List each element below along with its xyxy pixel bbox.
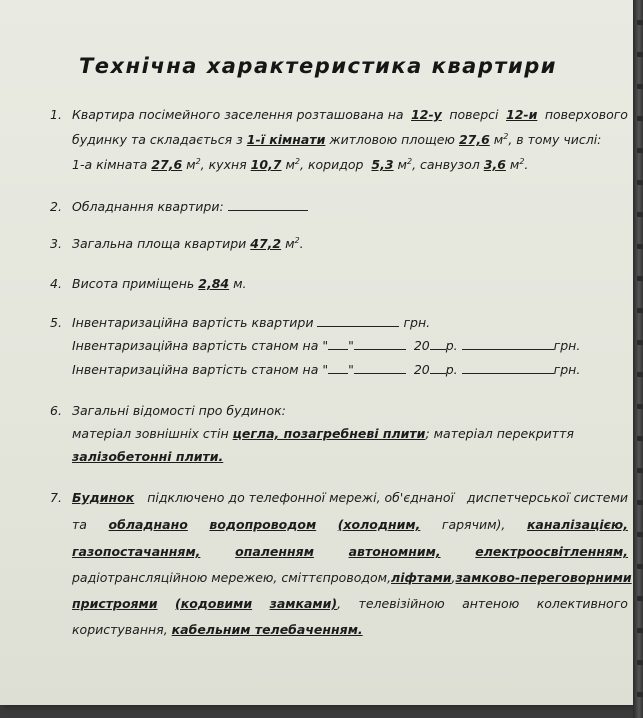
binding-hole bbox=[637, 244, 643, 249]
text: , bbox=[337, 596, 342, 611]
text: Обладнання квартири: bbox=[72, 199, 224, 214]
value-blank[interactable] bbox=[462, 362, 554, 374]
year-suffix: р. bbox=[445, 362, 458, 377]
text: підключено до телефонної мережі, об'єднаної bbox=[147, 490, 454, 505]
binding-hole bbox=[637, 180, 643, 185]
unit: м bbox=[493, 132, 504, 148]
item-number: 6. bbox=[50, 403, 62, 418]
sewerage-value: каналізацією, bbox=[526, 517, 628, 532]
binding-hole bbox=[637, 20, 643, 25]
unit: м. bbox=[233, 276, 247, 291]
year-suffix: р. bbox=[445, 338, 458, 353]
total-area-value: 47,2 bbox=[250, 236, 282, 252]
unit: м bbox=[186, 157, 196, 173]
currency: грн. bbox=[553, 362, 581, 377]
corridor-area-value: 5,3 bbox=[371, 157, 394, 173]
binding-hole bbox=[637, 692, 643, 697]
day-blank[interactable] bbox=[328, 338, 348, 350]
binding-hole bbox=[637, 52, 643, 57]
year-prefix: 20 bbox=[413, 338, 430, 353]
equipped-value: обладнано bbox=[108, 517, 188, 532]
text: Квартира посімейного заселення розташована на bbox=[72, 107, 404, 122]
item-number: 1. bbox=[50, 107, 62, 122]
binding-hole bbox=[637, 436, 643, 441]
binding-hole bbox=[637, 116, 643, 121]
binding-hole bbox=[637, 308, 643, 313]
currency: грн. bbox=[403, 315, 431, 330]
unit-sup: 2 bbox=[519, 157, 525, 166]
unit: м bbox=[397, 157, 407, 173]
rooms-value: 1-ї кімнати bbox=[246, 132, 326, 148]
binding-hole bbox=[637, 84, 643, 89]
equipment-blank[interactable] bbox=[228, 199, 308, 211]
quote: " bbox=[322, 338, 329, 353]
item-7-line-3 bbox=[72, 544, 628, 559]
bath-area-value: 3,6 bbox=[483, 157, 506, 173]
text: , в тому числі: bbox=[508, 132, 602, 148]
text: Загальна площа квартири bbox=[72, 236, 247, 252]
text: антеною bbox=[462, 596, 520, 611]
item-7-line-1 bbox=[50, 490, 628, 505]
unit-sup: 2 bbox=[406, 157, 413, 166]
text: Інвентаризаційна вартість станом на bbox=[72, 362, 319, 377]
item-5-line-3 bbox=[72, 362, 580, 377]
text: Інвентаризаційна вартість квартири bbox=[72, 315, 314, 330]
living-area-value: 27,6 bbox=[458, 132, 490, 148]
item-number: 2. bbox=[50, 199, 62, 214]
binding-hole bbox=[637, 468, 643, 473]
item-2 bbox=[50, 199, 308, 214]
binding-strip bbox=[633, 0, 643, 718]
item-1-line-3: 1-а кімната 27,6 $м^2$, кухня 10,7 $м^2$, коридор 5,3 $м^2$, санвузол 3,6 $м^2$. bbox=[72, 157, 529, 173]
item-7-line-5 bbox=[72, 596, 628, 611]
text: Висота приміщень bbox=[72, 276, 195, 291]
unit: м bbox=[509, 157, 520, 173]
ceiling-material-value: залізобетонні плити. bbox=[72, 449, 224, 464]
water-supply-value: водопроводом bbox=[209, 517, 317, 532]
binding-hole bbox=[637, 404, 643, 409]
text: поверсі bbox=[449, 107, 499, 122]
unit-sup: 2 bbox=[195, 157, 201, 166]
kitchen-area-value: 10,7 bbox=[250, 157, 282, 173]
text: Інвентаризаційна вартість станом на bbox=[72, 338, 319, 353]
inventory-value-blank[interactable] bbox=[317, 315, 399, 327]
text: та bbox=[72, 517, 87, 532]
code-value: (кодовими bbox=[175, 596, 253, 611]
text: телевізійною bbox=[358, 596, 445, 611]
unit-sup: 2 bbox=[294, 236, 300, 245]
quote: " bbox=[322, 362, 329, 377]
binding-hole bbox=[637, 148, 643, 153]
item-number: 4. bbox=[50, 276, 62, 291]
currency: грн. bbox=[553, 338, 581, 353]
item-6-line-1 bbox=[50, 403, 286, 418]
gas-supply-value: газопостачанням, bbox=[72, 544, 201, 559]
unit: м bbox=[285, 157, 295, 173]
text: 1-а кімната bbox=[72, 157, 148, 173]
binding-hole bbox=[637, 340, 643, 345]
binding-hole bbox=[637, 564, 643, 569]
text: радіотрансляційною мережею, сміттєпроводом, bbox=[72, 570, 392, 585]
room-area-value: 27,6 bbox=[151, 157, 183, 173]
item-7-line-4 bbox=[72, 570, 632, 585]
binding-hole bbox=[637, 500, 643, 505]
binding-hole bbox=[637, 660, 643, 665]
page-title: Технічна характеристика квартири bbox=[78, 54, 557, 78]
locks-value: замками) bbox=[269, 596, 338, 611]
item-5-line-1 bbox=[50, 315, 430, 330]
text: , санвузол bbox=[412, 157, 480, 173]
item-6-line-2 bbox=[72, 426, 574, 441]
unit-sup: 2 bbox=[294, 157, 300, 166]
month-blank[interactable] bbox=[354, 338, 406, 350]
text: матеріал зовнішніх стін bbox=[72, 426, 229, 441]
item-6-line-3 bbox=[72, 449, 223, 464]
binding-hole bbox=[637, 628, 643, 633]
text: колективного bbox=[536, 596, 628, 611]
cold-water-value: (холодним, bbox=[337, 517, 421, 532]
floor-value: 12-у bbox=[411, 107, 442, 122]
binding-hole bbox=[637, 532, 643, 537]
heating-value: опаленням bbox=[235, 544, 314, 559]
binding-hole bbox=[637, 596, 643, 601]
text: , кухня bbox=[200, 157, 247, 173]
text: Загальні відомості про будинок: bbox=[72, 403, 286, 418]
electricity-value: електроосвітленням, bbox=[475, 544, 628, 559]
item-7-line-6 bbox=[72, 622, 363, 637]
item-7-line-2 bbox=[72, 517, 628, 532]
devices-value: пристроями bbox=[72, 596, 158, 611]
binding-hole bbox=[637, 212, 643, 217]
value-blank[interactable] bbox=[462, 338, 554, 350]
text: ; матеріал перекриття bbox=[425, 426, 574, 441]
year-blank[interactable] bbox=[430, 362, 446, 374]
binding-hole bbox=[637, 372, 643, 377]
intercom-value: замково-переговорними bbox=[455, 570, 632, 585]
building-value: Будинок bbox=[72, 490, 135, 505]
item-number: 5. bbox=[50, 315, 62, 330]
unit-sup: 2 bbox=[503, 132, 509, 141]
unit: м bbox=[285, 236, 295, 252]
text: будинку та складається з bbox=[72, 132, 243, 148]
binding-hole bbox=[637, 276, 643, 281]
cable-tv-value: кабельним телебаченням. bbox=[171, 622, 363, 637]
item-1-line-2 bbox=[72, 132, 601, 147]
walls-material-value: цегла, позагребневі плити bbox=[232, 426, 426, 441]
month-blank[interactable] bbox=[354, 362, 406, 374]
floors-total-value: 12-и bbox=[506, 107, 538, 122]
item-3: 3. Загальна площа квартири 47,2 $м^2$. bbox=[50, 236, 304, 252]
item-5-line-2 bbox=[72, 338, 580, 353]
quote: " bbox=[348, 338, 354, 353]
quote: " bbox=[348, 362, 354, 377]
text: гарячим), bbox=[441, 517, 506, 532]
day-blank[interactable] bbox=[328, 362, 348, 374]
height-value: 2,84 bbox=[198, 276, 230, 291]
text: , bbox=[451, 570, 456, 585]
text: житловою площею bbox=[329, 132, 455, 148]
item-1-line-1 bbox=[50, 107, 628, 122]
year-prefix: 20 bbox=[413, 362, 430, 377]
text: поверхового bbox=[544, 107, 628, 122]
item-4 bbox=[50, 276, 247, 291]
year-blank[interactable] bbox=[430, 338, 446, 350]
item-number: 7. bbox=[50, 490, 62, 505]
text: користування, bbox=[72, 622, 168, 637]
text: диспетчерської системи bbox=[466, 490, 628, 505]
elevators-value: ліфтами bbox=[391, 570, 452, 585]
text: , коридор bbox=[300, 157, 364, 173]
autonomous-value: автономним, bbox=[348, 544, 441, 559]
item-number: 3. bbox=[50, 236, 62, 252]
